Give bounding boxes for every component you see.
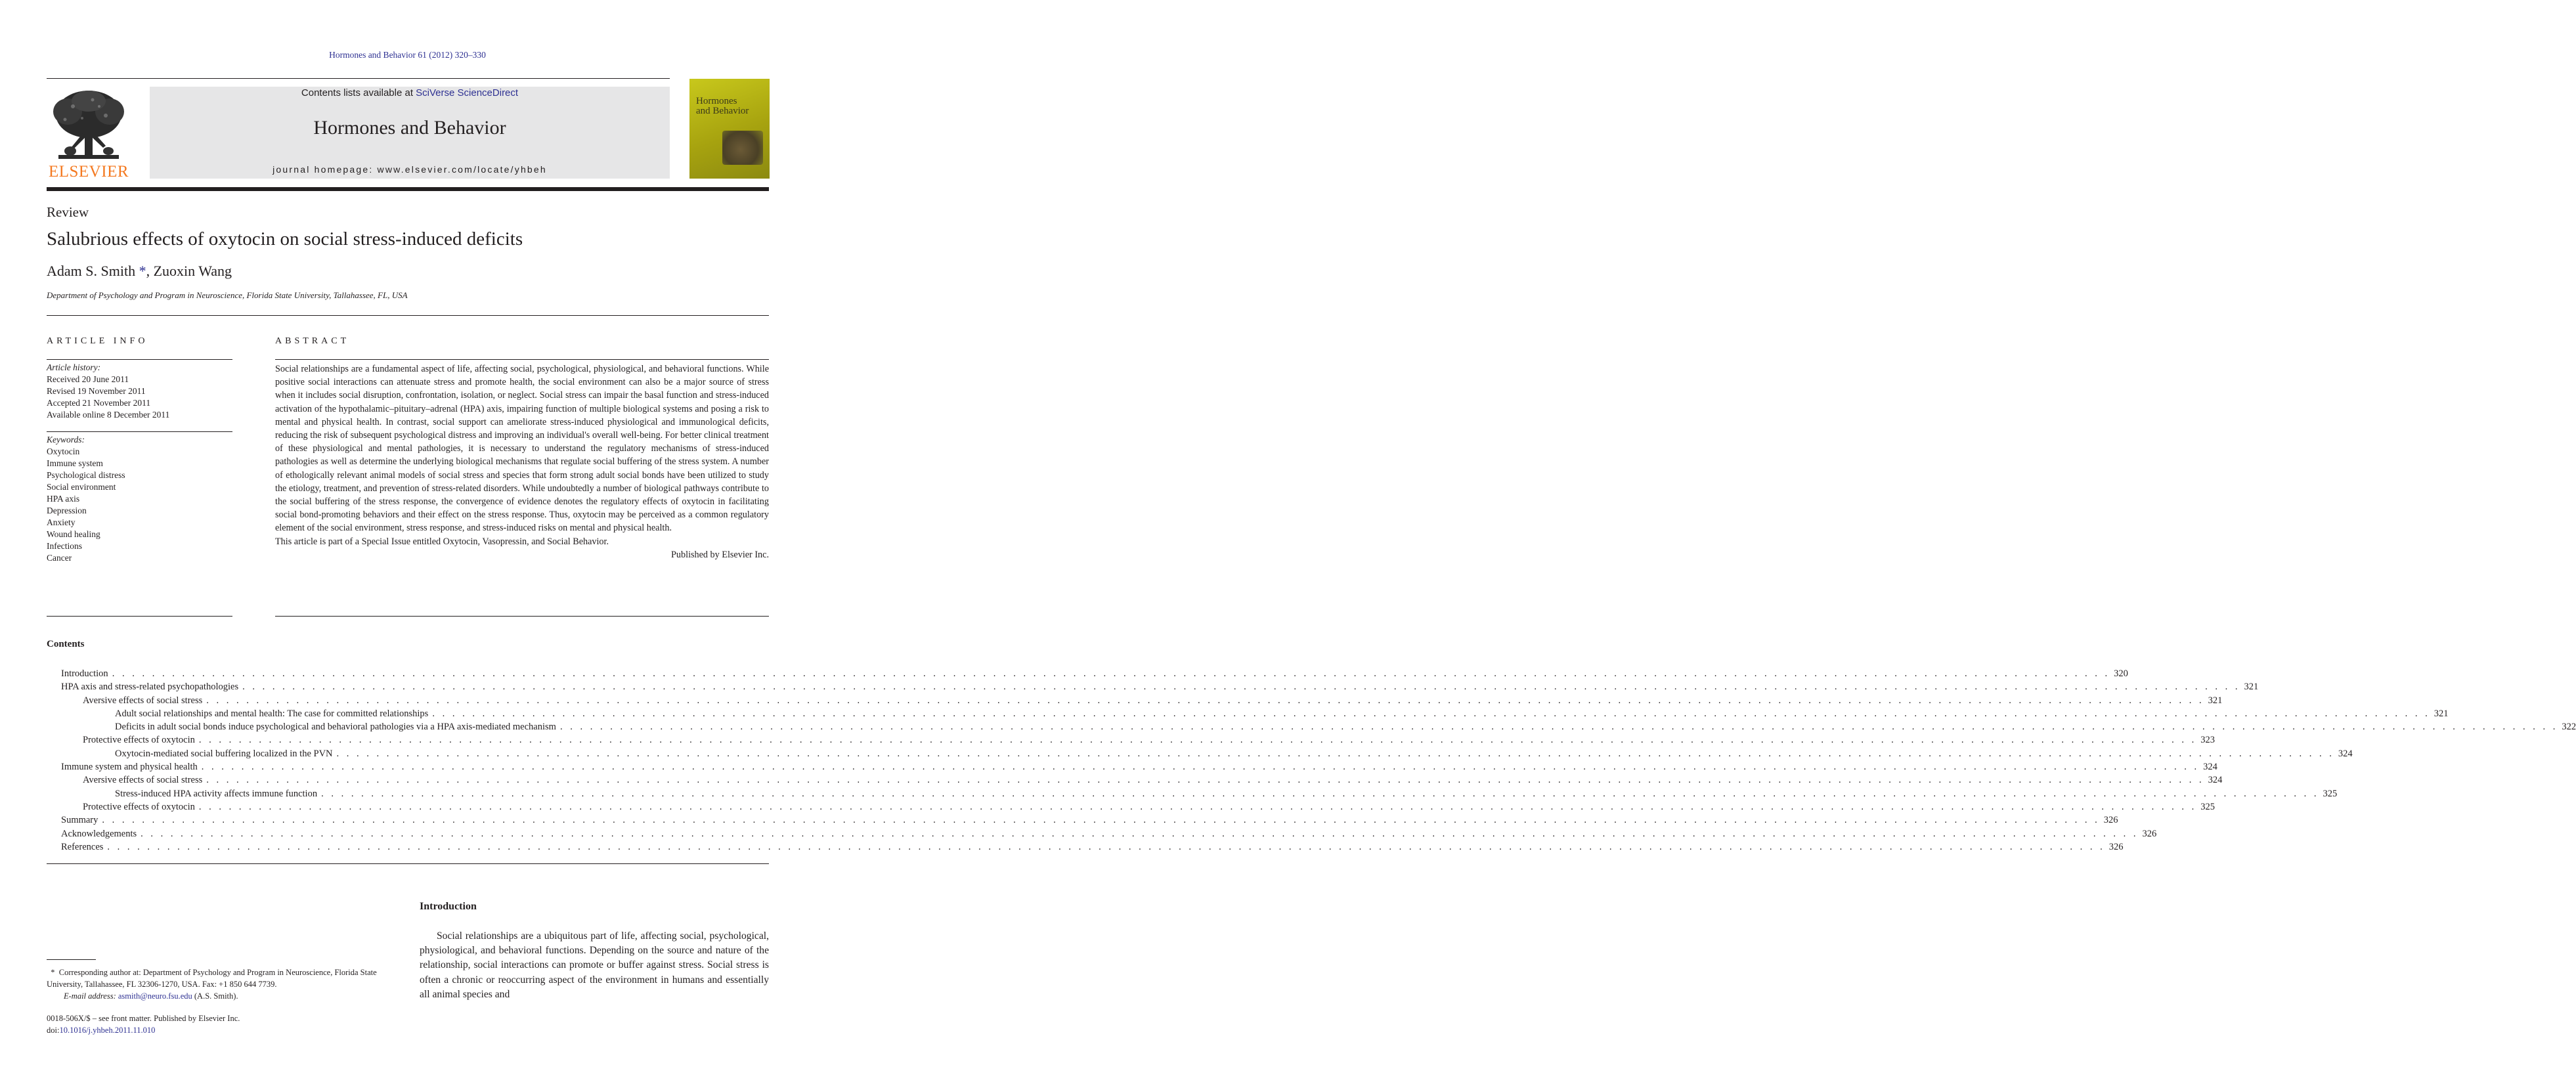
toc-entry[interactable]: [47, 760, 2217, 773]
history-item: Accepted 21 November 2011: [47, 398, 151, 408]
toc-leader-dots: . . . . . . . . . . . . . . . . . . . . . . . . . . . . . . . . . . . . . . . . . . . . . . . . . . . . . . . . . . . . . . . . . . . . . . . . . . . . . . . . . . . . . . . . . . . . . . . . . . . . . . . . . . . . . . . . . . . . . . . . . . . . . . . . . . . . . . . . . . . . . . . . . . . . . . . . . . . . . . . . . . . . . . . . . . . . . . . . . . . . . . . . . . . . . . . . . . . . . . . .: [559, 722, 2558, 733]
toc-entry-title[interactable]: Protective effects of oxytocin: [83, 735, 195, 746]
history-item: Available online 8 December 2011: [47, 410, 170, 420]
author-name: Zuoxin Wang: [153, 263, 232, 279]
toc-entry-title[interactable]: Deficits in adult social bonds induce psychological and behavioral pathologies via a HPA axis-mediated mechanism: [115, 722, 556, 733]
toc-entry[interactable]: [47, 787, 2338, 800]
toc-entry-title[interactable]: Aversive effects of social stress: [83, 775, 203, 786]
introduction-body: Social relationships are a ubiquitous part of life, affecting social, psychological, physiological, and behavioral functions. Depending on the source and nature of the relationship, social interactions can promote or buffer against stress. Social stress is often a chronic or reoccurring aspect of the environment in humans and essentially all animal species and: [420, 930, 769, 1000]
toc-entry[interactable]: [47, 720, 2576, 733]
toc-entry-title[interactable]: Oxytocin-mediated social buffering localized in the PVN: [115, 748, 333, 759]
toc-leader-dots: . . . . . . . . . . . . . . . . . . . . . . . . . . . . . . . . . . . . . . . . . . . . . . . . . . . . . . . . . . . . . . . . . . . . . . . . . . . . . . . . . . . . . . . . . . . . . . . . . . . . . . . . . . . . . . . . . . . . . . . . . . . . . . . . . . . . . . . . . . . . . . . . . . . . . . . . . . . . . . . . . . . . . . . . . . . . . . . . . . . . . . . . . . . . . . . . . . . . . . . .: [432, 708, 2430, 719]
header-thick-rule: [47, 187, 769, 191]
toc-leader-dots: . . . . . . . . . . . . . . . . . . . . . . . . . . . . . . . . . . . . . . . . . . . . . . . . . . . . . . . . . . . . . . . . . . . . . . . . . . . . . . . . . . . . . . . . . . . . . . . . . . . . . . . . . . . . . . . . . . . . . . . . . . . . . . . . . . . . . . . . . . . . . . . . . . . . . . . . . . . . . . . . . . . . . . . . . . . . . . . . . . . . . . . . . . . . . . . . . . . . . . . .: [198, 801, 2197, 812]
keyword: HPA axis: [47, 494, 80, 504]
toc-entry-page: 323: [2200, 735, 2215, 746]
section-rule: [47, 315, 769, 316]
toc-entry-title[interactable]: Introduction: [61, 668, 108, 679]
article-history: [47, 362, 169, 421]
contents-availability-line: [150, 87, 670, 98]
article-info-rule: [47, 616, 232, 617]
corresponding-author-link[interactable]: *: [139, 263, 146, 279]
history-label: Article history:: [47, 362, 101, 372]
toc-entry-page: 322: [2562, 722, 2576, 733]
toc-entry[interactable]: [47, 747, 2353, 760]
history-item: Received 20 June 2011: [47, 374, 129, 384]
abstract-rule: [275, 359, 769, 360]
toc-entry-page: 325: [2200, 801, 2215, 812]
toc-entry[interactable]: [47, 814, 2118, 827]
toc-entry[interactable]: [47, 733, 2215, 747]
keyword: Wound healing: [47, 529, 100, 539]
front-matter: [47, 1012, 240, 1036]
keyword: Depression: [47, 506, 87, 515]
toc-entry-page: 325: [2323, 788, 2338, 799]
introduction-heading: Introduction: [420, 901, 477, 912]
article-info-rule: [47, 431, 232, 432]
toc-entry-title[interactable]: Aversive effects of social stress: [83, 695, 203, 706]
abstract-body: [275, 362, 769, 561]
journal-citation[interactable]: Hormones and Behavior 61 (2012) 320–330: [329, 50, 486, 60]
toc-leader-dots: . . . . . . . . . . . . . . . . . . . . . . . . . . . . . . . . . . . . . . . . . . . . . . . . . . . . . . . . . . . . . . . . . . . . . . . . . . . . . . . . . . . . . . . . . . . . . . . . . . . . . . . . . . . . . . . . . . . . . . . . . . . . . . . . . . . . . . . . . . . . . . . . . . . . . . . . . . . . . . . . . . . . . . . . . . . . . . . . . . . . . . . . . . . . . . . . . . . . . . . .: [242, 682, 2240, 693]
toc-entry-title[interactable]: Immune system and physical health: [61, 762, 198, 773]
cover-title-line2: and Behavior: [696, 106, 749, 116]
doi-line: [47, 1024, 240, 1036]
doi-prefix: doi:: [47, 1026, 60, 1035]
toc-entry-title[interactable]: Protective effects of oxytocin: [83, 801, 195, 812]
toc-leader-dots: . . . . . . . . . . . . . . . . . . . . . . . . . . . . . . . . . . . . . . . . . . . . . . . . . . . . . . . . . . . . . . . . . . . . . . . . . . . . . . . . . . . . . . . . . . . . . . . . . . . . . . . . . . . . . . . . . . . . . . . . . . . . . . . . . . . . . . . . . . . . . . . . . . . . . . . . . . . . . . . . . . . . . . . . . . . . . . . . . . . . . . . . . . . . . . . . . . . . . . . .: [107, 841, 2105, 852]
cover-title: [696, 97, 768, 116]
toc-leader-dots: . . . . . . . . . . . . . . . . . . . . . . . . . . . . . . . . . . . . . . . . . . . . . . . . . . . . . . . . . . . . . . . . . . . . . . . . . . . . . . . . . . . . . . . . . . . . . . . . . . . . . . . . . . . . . . . . . . . . . . . . . . . . . . . . . . . . . . . . . . . . . . . . . . . . . . . . . . . . . . . . . . . . . . . . . . . . . . . . . . . . . . . . . . . . . . . . . . . . . . . .: [321, 788, 2319, 799]
toc-entry-page: 321: [2208, 695, 2223, 706]
journal-homepage[interactable]: journal homepage: www.elsevier.com/locate/yhbeh: [273, 164, 547, 175]
toc-entry-title[interactable]: Stress-induced HPA activity affects immune function: [115, 788, 318, 799]
contents-rule: [47, 863, 769, 864]
author-list: [47, 263, 232, 280]
header-top-rule: [47, 78, 670, 79]
elsevier-wordmark: ELSEVIER: [48, 163, 129, 181]
toc-leader-dots: . . . . . . . . . . . . . . . . . . . . . . . . . . . . . . . . . . . . . . . . . . . . . . . . . . . . . . . . . . . . . . . . . . . . . . . . . . . . . . . . . . . . . . . . . . . . . . . . . . . . . . . . . . . . . . . . . . . . . . . . . . . . . . . . . . . . . . . . . . . . . . . . . . . . . . . . . . . . . . . . . . . . . . . . . . . . . . . . . . . . . . . . . . . . . . . . . . . . . . . .: [206, 695, 2204, 706]
keywords-list: [47, 434, 125, 564]
keyword: Immune system: [47, 458, 103, 468]
keyword: Oxytocin: [47, 446, 80, 456]
article-type: Review: [47, 204, 89, 220]
toc-entry-page: 321: [2434, 708, 2449, 719]
toc-entry[interactable]: [47, 667, 2128, 680]
toc-leader-dots: . . . . . . . . . . . . . . . . . . . . . . . . . . . . . . . . . . . . . . . . . . . . . . . . . . . . . . . . . . . . . . . . . . . . . . . . . . . . . . . . . . . . . . . . . . . . . . . . . . . . . . . . . . . . . . . . . . . . . . . . . . . . . . . . . . . . . . . . . . . . . . . . . . . . . . . . . . . . . . . . . . . . . . . . . . . . . . . . . . . . . . . . . . . . . . . . . . . . . . . .: [206, 775, 2204, 786]
special-issue-note: This article is part of a Special Issue entitled Oxytocin, Vasopressin, and Social Behavior.: [275, 536, 609, 547]
keyword: Social environment: [47, 482, 116, 492]
toc-entry[interactable]: [47, 707, 2449, 720]
footnote-rule: [47, 959, 96, 960]
keyword: Anxiety: [47, 517, 76, 527]
toc-leader-dots: . . . . . . . . . . . . . . . . . . . . . . . . . . . . . . . . . . . . . . . . . . . . . . . . . . . . . . . . . . . . . . . . . . . . . . . . . . . . . . . . . . . . . . . . . . . . . . . . . . . . . . . . . . . . . . . . . . . . . . . . . . . . . . . . . . . . . . . . . . . . . . . . . . . . . . . . . . . . . . . . . . . . . . . . . . . . . . . . . . . . . . . . . . . . . . . . . . . . . . . .: [141, 828, 2139, 839]
toc-entry-page: 321: [2244, 682, 2259, 693]
email-label: E-mail address:: [64, 991, 116, 1001]
keyword: Infections: [47, 541, 82, 551]
toc-entry-page: 324: [2338, 748, 2353, 759]
abstract-paragraph: Social relationships are a fundamental aspect of life, affecting social, psychological, physiological, and behavioral functions. While positive social interactions can attenuate stress and promote health, the social environment can also be a major source of stress when it includes social disruption, confrontation, isolation, or neglect. Social stress can impair the basal function and stress-induced activation of the hypothalamic–pituitary–adrenal (HPA) axis, impairing function of multiple biological systems and posing a risk to mental and physical health. In contrast, social support can ameliorate stress-induced physiological and immunological deficits, reducing the risk of subsequent psychological distress and improving an individual's overall well-being. For better clinical treatment of these physiological and mental pathologies, it is necessary to understand the regulatory mechanisms of stress-induced pathologies as well as determine the underlying biological mechanisms that regulate social buffering of the stress system. A number of ethologically relevant animal models of social stress and species that form strong adult social bonds have been utilized to study the etiology, treatment, and prevention of stress-related disorders. While undoubtedly a number of biological pathways contribute to the social buffering of the stress response, the convergence of evidence denotes the regulatory effects of oxytocin in facilitating social bond-promoting behaviors and their effect on the stress response. Thus, oxytocin may be perceived as a common regulatory element of the social environment, stress response, and stress-induced risks on mental and physical health.: [275, 364, 769, 534]
toc-entry[interactable]: [47, 694, 2223, 707]
toc-entry[interactable]: [47, 773, 2223, 787]
author-affiliation: Department of Psychology and Program in Neuroscience, Florida State University, Tallahassee, FL, USA: [47, 290, 408, 300]
toc-entry-page: 326: [2142, 828, 2157, 839]
toc-entry-title[interactable]: References: [61, 841, 104, 852]
email-owner: (A.S. Smith).: [194, 991, 238, 1001]
cover-photo: [722, 131, 763, 165]
toc-entry[interactable]: [47, 840, 2124, 854]
toc-leader-dots: . . . . . . . . . . . . . . . . . . . . . . . . . . . . . . . . . . . . . . . . . . . . . . . . . . . . . . . . . . . . . . . . . . . . . . . . . . . . . . . . . . . . . . . . . . . . . . . . . . . . . . . . . . . . . . . . . . . . . . . . . . . . . . . . . . . . . . . . . . . . . . . . . . . . . . . . . . . . . . . . . . . . . . . . . . . . . . . . . . . . . . . . . . . . . . . . . . . . . . . .: [112, 668, 2110, 679]
footnote-text: Corresponding author at: Department of Psychology and Program in Neuroscience, Florida State University, Tallahassee, FL 32306-1270, USA. Fax: +1 850 644 7739.: [47, 968, 377, 989]
toc-entry-page: 324: [2208, 775, 2223, 786]
toc-entry-page: 326: [2103, 815, 2118, 826]
table-of-contents: [47, 667, 2576, 854]
toc-entry-page: 320: [2114, 668, 2128, 679]
abstract-publisher: Published by Elsevier Inc.: [671, 549, 769, 560]
footnote-email-line: [47, 990, 401, 1002]
footnote-text-line: [47, 967, 401, 990]
toc-leader-dots: . . . . . . . . . . . . . . . . . . . . . . . . . . . . . . . . . . . . . . . . . . . . . . . . . . . . . . . . . . . . . . . . . . . . . . . . . . . . . . . . . . . . . . . . . . . . . . . . . . . . . . . . . . . . . . . . . . . . . . . . . . . . . . . . . . . . . . . . . . . . . . . . . . . . . . . . . . . . . . . . . . . . . . . . . . . . . . . . . . . . . . . . . . . . . . . . . . . . . . . .: [336, 748, 2334, 759]
keywords-label: Keywords:: [47, 435, 85, 445]
toc-entry-title[interactable]: Acknowledgements: [61, 828, 137, 839]
toc-entry[interactable]: [47, 680, 2259, 693]
journal-title: Hormones and Behavior: [313, 117, 506, 139]
keyword: Cancer: [47, 553, 72, 563]
doi-link[interactable]: 10.1016/j.yhbeh.2011.11.010: [59, 1026, 156, 1035]
footnote-mark: *: [51, 968, 55, 977]
article-title: Salubrious effects of oxytocin on social stress-induced deficits: [47, 228, 523, 250]
contents-heading: Contents: [47, 639, 85, 649]
keyword: Psychological distress: [47, 470, 125, 480]
author-name: Adam S. Smith: [47, 263, 136, 279]
toc-leader-dots: . . . . . . . . . . . . . . . . . . . . . . . . . . . . . . . . . . . . . . . . . . . . . . . . . . . . . . . . . . . . . . . . . . . . . . . . . . . . . . . . . . . . . . . . . . . . . . . . . . . . . . . . . . . . . . . . . . . . . . . . . . . . . . . . . . . . . . . . . . . . . . . . . . . . . . . . . . . . . . . . . . . . . . . . . . . . . . . . . . . . . . . . . . . . . . . . . . . . . . . .: [102, 815, 2100, 826]
abstract-heading: ABSTRACT: [275, 336, 350, 346]
toc-entry[interactable]: [47, 827, 2157, 840]
toc-entry-page: 324: [2203, 762, 2217, 773]
toc-entry-page: 326: [2108, 841, 2124, 852]
history-item: Revised 19 November 2011: [47, 386, 146, 396]
toc-entry[interactable]: [47, 800, 2215, 814]
cover-title-line1: Hormones: [696, 96, 737, 106]
toc-entry-title[interactable]: HPA axis and stress-related psychopathologies: [61, 682, 239, 693]
article-info-heading: ARTICLE INFO: [47, 336, 148, 346]
toc-entry-title[interactable]: Summary: [61, 815, 98, 826]
corresponding-author-footnote: [47, 967, 401, 1002]
article-info-rule: [47, 359, 232, 360]
abstract-rule: [275, 616, 769, 617]
contents-prefix: Contents lists available at: [301, 87, 416, 98]
toc-entry-title[interactable]: Adult social relationships and mental health: The case for committed relationships: [115, 708, 429, 719]
toc-leader-dots: . . . . . . . . . . . . . . . . . . . . . . . . . . . . . . . . . . . . . . . . . . . . . . . . . . . . . . . . . . . . . . . . . . . . . . . . . . . . . . . . . . . . . . . . . . . . . . . . . . . . . . . . . . . . . . . . . . . . . . . . . . . . . . . . . . . . . . . . . . . . . . . . . . . . . . . . . . . . . . . . . . . . . . . . . . . . . . . . . . . . . . . . . . . . . . . . . . . . . . . .: [198, 735, 2197, 746]
toc-leader-dots: . . . . . . . . . . . . . . . . . . . . . . . . . . . . . . . . . . . . . . . . . . . . . . . . . . . . . . . . . . . . . . . . . . . . . . . . . . . . . . . . . . . . . . . . . . . . . . . . . . . . . . . . . . . . . . . . . . . . . . . . . . . . . . . . . . . . . . . . . . . . . . . . . . . . . . . . . . . . . . . . . . . . . . . . . . . . . . . . . . . . . . . . . . . . . . . . . . . . . . . .: [201, 762, 2200, 773]
issn-line: 0018-506X/$ – see front matter. Published by Elsevier Inc.: [47, 1014, 240, 1023]
sciencedirect-link[interactable]: SciVerse ScienceDirect: [416, 87, 519, 98]
author-separator: ,: [146, 263, 154, 279]
email-link[interactable]: asmith@neuro.fsu.edu: [118, 991, 192, 1001]
